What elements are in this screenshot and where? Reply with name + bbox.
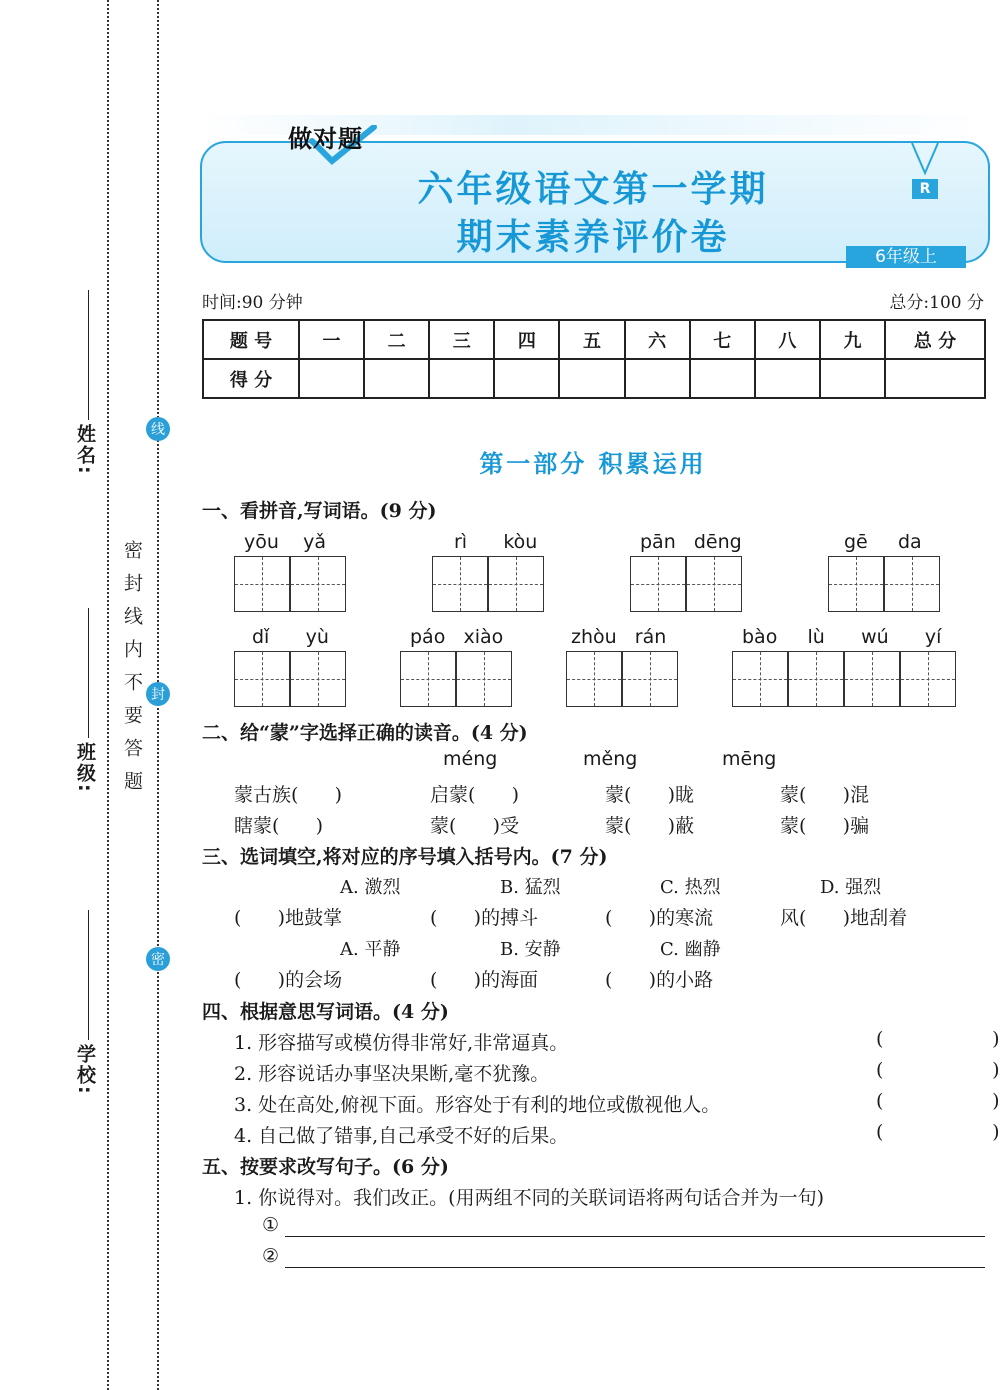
exam-title-line1: 六年级语文第一学期 (417, 169, 769, 210)
pinyin-label: páo xiào (410, 626, 504, 648)
score-cell[interactable] (364, 359, 429, 398)
seal-circle-line: 线 (146, 417, 170, 441)
tian-grid-box[interactable] (844, 651, 900, 707)
definition-item: 2. 形容说话办事坚决果断,毫不犹豫。 (234, 1063, 550, 1085)
reading-option: mēng (722, 748, 777, 770)
answer-mark: ② (262, 1245, 280, 1267)
school-label: 学校: (74, 1044, 96, 1096)
score-row-label: 得 分 (203, 359, 299, 398)
score-table (202, 319, 986, 399)
answer-bracket[interactable]: ( ) (876, 1121, 1000, 1143)
header-cell: 总 分 (885, 320, 985, 359)
fill-item[interactable]: 蒙( )骗 (780, 815, 870, 837)
fill-item[interactable]: ( )的寒流 (605, 907, 714, 929)
fill-item[interactable]: 蒙( )受 (430, 815, 520, 837)
tian-grid-box[interactable] (456, 651, 512, 707)
tian-grid-box[interactable] (566, 651, 622, 707)
fill-item[interactable]: 蒙( )蔽 (605, 815, 695, 837)
score-cell[interactable] (885, 359, 985, 398)
tian-grid-box[interactable] (234, 651, 290, 707)
name-line (88, 290, 89, 420)
part-one-title: 第一部分 积累运用 (479, 449, 707, 478)
score-cell[interactable] (625, 359, 690, 398)
score-cell[interactable] (559, 359, 624, 398)
definition-item: 3. 处在高处,俯视下面。形容处于有利的地位或傲视他人。 (234, 1094, 721, 1116)
word-option: A. 平静 (340, 939, 401, 960)
pinyin-label: yōu yǎ (244, 531, 326, 553)
school-line (88, 910, 89, 1040)
seal-circle-seal: 封 (146, 682, 170, 706)
word-option: A. 激烈 (340, 877, 401, 898)
pinyin-label: pān dēng (640, 531, 742, 553)
tian-grid-box[interactable] (900, 651, 956, 707)
fill-item[interactable]: 风( )地刮着 (780, 907, 908, 929)
definition-item: 4. 自己做了错事,自己承受不好的后果。 (234, 1125, 569, 1147)
header-cell: 一 (299, 320, 364, 359)
word-option: D. 强烈 (820, 877, 882, 898)
reading-option: méng (443, 748, 498, 770)
tian-grid-box[interactable] (432, 556, 488, 612)
name-label: 姓名: (74, 424, 96, 476)
header-cell: 六 (625, 320, 690, 359)
answer-line[interactable] (285, 1267, 985, 1268)
word-option: C. 幽静 (660, 939, 721, 960)
score-cell[interactable] (755, 359, 820, 398)
tian-grid-box[interactable] (234, 556, 290, 612)
grade-tag: 6年级上 (846, 246, 966, 268)
header-cell: 四 (494, 320, 559, 359)
exam-title-line2: 期末素养评价卷 (456, 217, 730, 258)
score-cell[interactable] (429, 359, 494, 398)
fill-item[interactable]: 蒙( )混 (780, 784, 870, 806)
reading-option: měng (583, 748, 638, 770)
pinyin-label: rì kòu (454, 531, 538, 553)
q2-title: 二、给“蒙”字选择正确的读音。(4 分) (202, 722, 528, 744)
word-option: B. 猛烈 (500, 877, 561, 898)
answer-bracket[interactable]: ( ) (876, 1090, 1000, 1112)
q5-title: 五、按要求改写句子。(6 分) (202, 1156, 449, 1178)
score-cell[interactable] (820, 359, 885, 398)
q1-title: 一、看拼音,写词语。(9 分) (202, 500, 437, 522)
score-table-score-row (203, 359, 985, 398)
binding-line-outer (107, 0, 109, 1390)
word-option: C. 热烈 (660, 877, 721, 898)
header-cell: 三 (429, 320, 494, 359)
tian-grid-box[interactable] (400, 651, 456, 707)
fill-item[interactable]: 瞎蒙( ) (234, 815, 324, 837)
score-table-header-row (203, 320, 985, 359)
brand-logo-text: 做对题 (288, 125, 363, 153)
answer-bracket[interactable]: ( ) (876, 1059, 1000, 1081)
header-cell: 七 (690, 320, 755, 359)
edition-badge: R (912, 179, 938, 199)
header-cell: 五 (559, 320, 624, 359)
header-cell: 二 (364, 320, 429, 359)
word-option: B. 安静 (500, 939, 561, 960)
pinyin-label: bào lù wú yí (742, 626, 942, 648)
rewrite-item: 1. 你说得对。我们改正。(用两组不同的关联词语将两句话合并为一句) (234, 1187, 824, 1209)
fill-item[interactable]: 启蒙( ) (430, 784, 520, 806)
tian-grid-box[interactable] (686, 556, 742, 612)
tian-grid-box[interactable] (788, 651, 844, 707)
tian-grid-box[interactable] (630, 556, 686, 612)
fill-item[interactable]: ( )的海面 (430, 969, 539, 991)
fill-item[interactable]: ( )地鼓掌 (234, 907, 343, 929)
definition-item: 1. 形容描写或模仿得非常好,非常逼真。 (234, 1032, 569, 1054)
answer-bracket[interactable]: ( ) (876, 1028, 1000, 1050)
class-label: 班级: (74, 742, 96, 794)
fill-item[interactable]: ( )的小路 (605, 969, 714, 991)
time-limit: 时间:90 分钟 (202, 293, 303, 313)
header-cell: 九 (820, 320, 885, 359)
score-cell[interactable] (494, 359, 559, 398)
tian-grid-box[interactable] (290, 556, 346, 612)
answer-line[interactable] (285, 1236, 985, 1237)
q3-title: 三、选词填空,将对应的序号填入括号内。(7 分) (202, 846, 608, 868)
pinyin-label: zhòu rán (571, 626, 667, 648)
fill-item[interactable]: ( )的会场 (234, 969, 343, 991)
header-cell: 八 (755, 320, 820, 359)
q4-title: 四、根据意思写词语。(4 分) (202, 1001, 449, 1023)
tian-grid-box[interactable] (732, 651, 788, 707)
header-cell: 题 号 (203, 320, 299, 359)
seal-circle-secret: 密 (146, 947, 170, 971)
class-line (88, 608, 89, 738)
fill-item[interactable]: ( )的搏斗 (430, 907, 539, 929)
tian-grid-box[interactable] (828, 556, 884, 612)
total-score: 总分:100 分 (889, 293, 984, 313)
fill-item[interactable]: 蒙( )眬 (605, 784, 695, 806)
tian-grid-box[interactable] (884, 556, 940, 612)
pinyin-label: dǐ yù (252, 626, 329, 648)
seal-note: 密封线内不要答题 (121, 540, 143, 804)
title-banner (200, 115, 988, 267)
answer-mark: ① (262, 1214, 280, 1236)
score-cell[interactable] (690, 359, 755, 398)
tian-grid-box[interactable] (622, 651, 678, 707)
tian-grid-box[interactable] (290, 651, 346, 707)
score-cell[interactable] (299, 359, 364, 398)
ribbon-icon (908, 143, 942, 179)
fill-item[interactable]: 蒙古族( ) (234, 784, 343, 806)
tian-grid-box[interactable] (488, 556, 544, 612)
pinyin-label: gē da (844, 531, 922, 553)
